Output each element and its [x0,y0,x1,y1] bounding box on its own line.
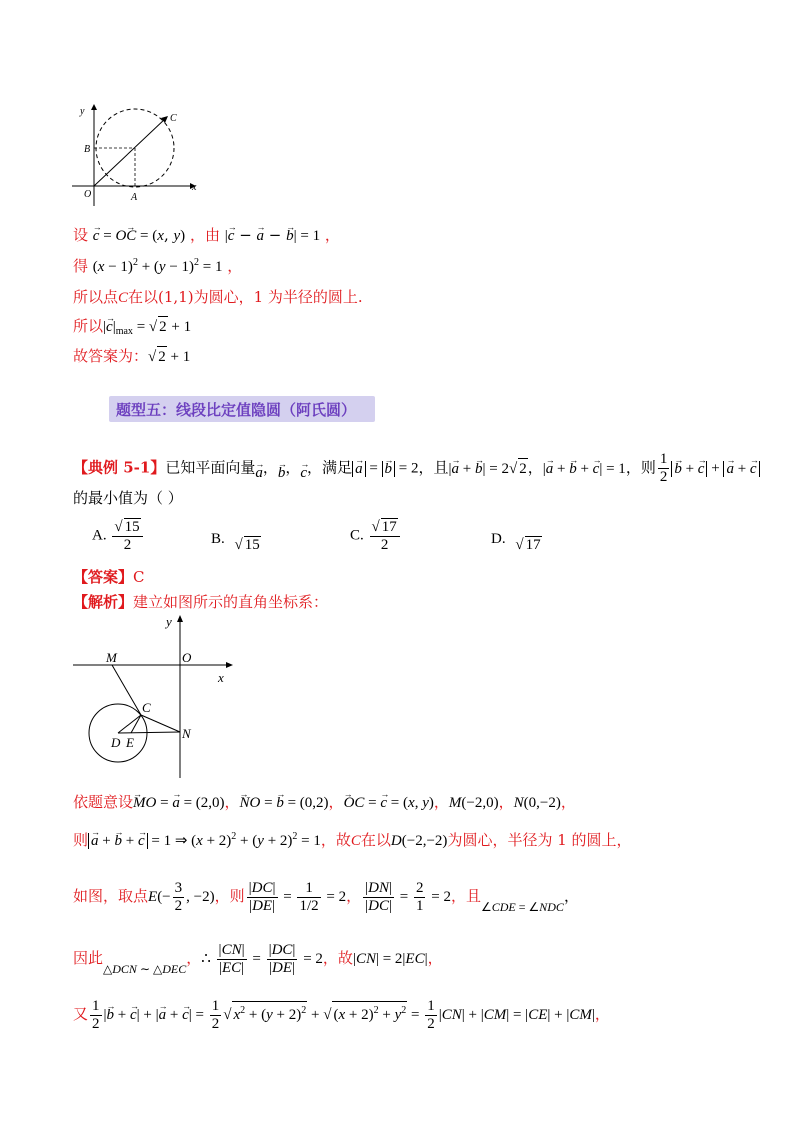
step2-text-post: ， [227,257,243,275]
fig2-label-x: x [218,670,224,685]
analysis-step-5: 又 $\frac{1}{2}$ |→ b + → c| + |→ a + → c| = $\frac{1}{2}$ √ $x^2 + (y + 2)^2$ + √ $(x + 2)^2 + y^2$ = $\frac{1}{2}$ |CN| + |CM| = |CE| + |CM|， [73,998,610,1033]
s3-text-mid: ，则 [214,886,245,905]
section-title: 题型五：线段比定值隐圆（阿氏圆） [116,401,357,419]
example-statement: 【典例 5-1】已知平面向量→ a，→ b，→ c，满足→ a = → b = 2，且|→ a + → b| = 2√ 2，|→ a + → b + → c| = 1，则 $\frac{1}{2}$ → b + → c + → a + → c [73,451,760,486]
s1-sep-4: ， [498,793,514,811]
fig2-label-o: O [182,650,192,665]
s1-text: 依题意设 [73,793,134,811]
analysis-tag: 【解析】 [73,593,134,611]
step1-text-post: ， [324,226,340,244]
step1-text: 设 [73,226,89,244]
s1-sep-3: ， [433,793,449,811]
fig2-segment-cd [118,715,141,733]
s1-sep-2: ， [328,793,344,811]
option-d[interactable]: D. √ 17 [491,531,541,553]
option-d-label: D. [491,531,506,547]
step4-text: 所以 [73,317,104,335]
fig2-label-e: E [126,735,134,750]
answer-tag: 【答案】 [73,568,134,586]
step3-text-b: 在以(1,1)为圆心，1 为半径的圆上. [128,288,363,306]
s2-text-post: 为圆心，半径为 1 的圆上， [447,831,632,849]
example-tag: 【典例 5-1】 [73,458,166,477]
example-text-b: ，满足 [307,458,353,477]
fig1-label-c: C [170,113,177,124]
s5-text: 又 [73,1004,89,1023]
solution-step-3 [73,287,363,308]
analysis-step-2: 则→ a + → b + → c = 1 ⇒ $(x + 2)^2 + (y + 2)^2 = 1$，故C在以D(−2,−2)为圆心，半径为 1 的圆上， [73,830,632,851]
option-a[interactable]: A. $\frac{√ 15}{2}$ [92,518,145,554]
s1-sep-5: ， [560,793,576,811]
option-b-label: B. [211,531,225,547]
fig2-segment-dn [118,732,180,733]
fig2-segment-mc [112,665,141,715]
analysis-step-4: 因此$_{\triangle DCN \sim \triangle DEC}$，∴ $\frac{|CN|}{|EC|}$ = $\frac{|DC|}{|DE|}$ = 2，故|CN| = 2|EC|， [73,942,443,976]
step5-text: 故答案为： [73,347,149,365]
example-text-c: ，且 [418,458,449,477]
option-b[interactable]: B. √ 15 [211,531,260,553]
figure-2-coordinate-diagram [68,612,238,782]
s2-text-mid2: 在以 [360,831,391,849]
solution-step-1: 设 → c = O→ C = (x, y) ，由 |→ c − → a − → b| = 1 ， [73,225,340,246]
fig1-label-o: O [84,189,92,200]
fig2-segment-ce [131,715,141,733]
option-a-label: A. [92,527,107,544]
option-c-label: C. [350,527,364,544]
analysis-line [73,592,328,612]
s2-text-mid: ，故 [320,831,351,849]
fig1-label-x: x [192,182,197,193]
fig2-label-m: M [106,650,117,665]
s3-text-mid2: ，且 [450,886,481,905]
fig2-label-d: D [111,735,121,750]
analysis-step-1: 依题意设→ MO = → a = (2,0)，→ NO = → b = (0,2)，→ OC = → c = (x, y)，M(−2,0)，N(0,−2)， [73,792,576,813]
example-text-a: 已知平面向量 [165,458,256,477]
analysis-text: 建立如图所示的直角坐标系： [133,593,329,611]
s4-text-mid: ，故 [322,948,353,967]
figure-1-circle-diagram [68,100,208,210]
example-line-2: 的最小值为（ ） [73,489,183,507]
fig2-label-y: y [166,614,172,629]
example-text-d: ，则 [625,458,656,477]
option-c[interactable]: C. $\frac{√ 17}{2}$ [350,518,402,554]
s3-text: 如图，取点 [73,886,149,905]
s1-sep-1: ， [224,793,240,811]
answer-line [73,567,145,587]
answer-value: C [133,568,145,586]
s2-text: 则 [73,831,89,849]
step2-text: 得 [73,257,89,275]
step3-point-c: C [118,290,129,306]
step3-text-a: 所以点 [73,288,119,306]
solution-step-2: 得 $(x - 1)^2 + (y - 1)^2 = 1$ ， [73,257,243,275]
s4-text: 因此 [73,948,104,967]
fig2-label-c: C [142,700,151,715]
analysis-step-3: 如图，取点E(− $\frac{3}{2}$ , −2)，则 $\frac{|DC|}{|DE|}$ = $\frac{1}{1/2}$ = 2， $\frac{|DN|}{|DC|}$ = $\frac{2}{1}$ = 2，且$_{\angle CDE = \angle NDC}$， [73,880,579,914]
fig1-label-b: B [84,144,91,155]
fig1-vector-oc [94,118,166,186]
step1-text-mid: ，由 [189,226,220,244]
solution-step-4: 所以|→ $c|_{max}$ = √ 2 + 1 [73,316,191,337]
fig2-label-n: N [182,726,191,741]
fig1-label-a: A [131,192,138,203]
solution-step-5: 故答案为：√ 2 + 1 [73,347,191,365]
fig1-label-y: y [80,106,85,117]
step4-subscript: max [115,326,133,337]
s2-point-c: C [350,833,361,849]
